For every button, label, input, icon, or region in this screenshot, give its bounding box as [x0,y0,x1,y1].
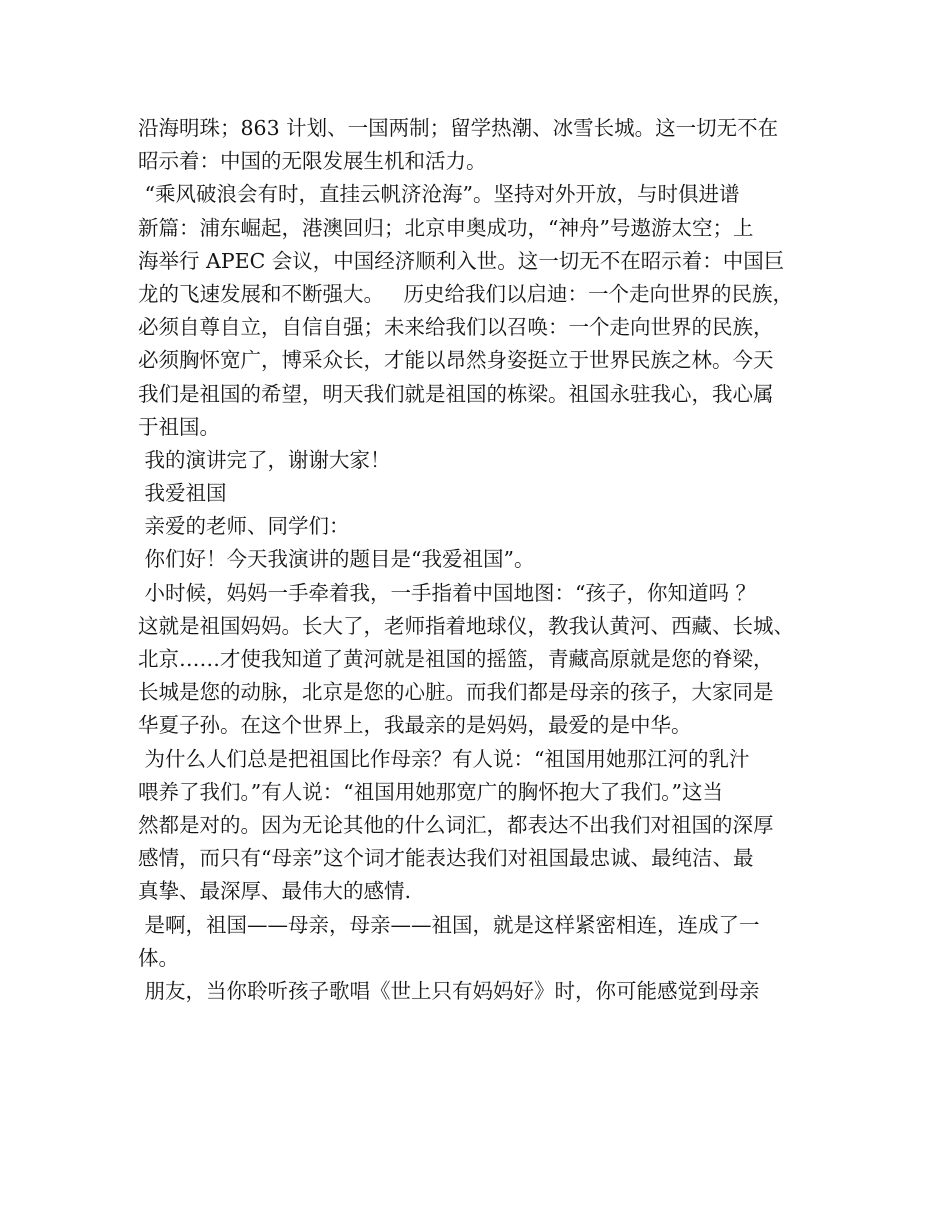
text-line: 这就是祖国妈妈。长大了，老师指着地球仪，教我认黄河、西藏、长城、 [138,613,794,638]
text-line: 为什么人们总是把祖国比作母亲？有人说：“祖国用她那江河的乳汁 [138,746,750,771]
text-line: 必须自尊自立，自信自强；未来给我们以召唤：一个走向世界的民族， [138,315,774,340]
text-line: 长城是您的动脉，北京是您的心脏。而我们都是母亲的孩子，大家同是 [138,680,774,705]
text-line: 龙的飞速发展和不断强大。 历史给我们以启迪：一个走向世界的民族， [138,281,794,306]
text-line: 我们是祖国的希望，明天我们就是祖国的栋梁。祖国永驻我心，我心属 [138,381,774,406]
text-line: 朋友，当你聆听孩子歌唱《世上只有妈妈好》时，你可能感觉到母亲 [138,978,760,1003]
text-line: 你们好！今天我演讲的题目是“我爱祖国”。 [138,547,535,572]
text-line: 真挚、最深厚、最伟大的感情. [138,879,412,904]
text-line: 新篇：浦东崛起，港澳回归；北京申奥成功，“神舟”号遨游太空；上 [138,215,754,240]
text-line: 喂养了我们。”有人说：“祖国用她那宽广的胸怀抱大了我们。”这当 [138,779,723,804]
text-line: 是啊，祖国——母亲，母亲——祖国，就是这样紧密相连，连成了一 [138,912,760,937]
text-line: 沿海明珠；863 计划、一国两制；留学热潮、冰雪长城。这一切无不在 [138,116,779,140]
text-line: 必须胸怀宽广，博采众长，才能以昂然身姿挺立于世界民族之林。今天 [138,348,774,373]
text-line: 感情，而只有“母亲”这个词才能表达我们对祖国最忠诚、最纯洁、最 [138,846,754,871]
document-page [138,112,824,1008]
section-title: 我爱祖国 [138,481,227,506]
text-line: 我的演讲完了，谢谢大家！ [138,447,391,472]
text-line: “乘风破浪会有时，直挂云帆济沧海”。坚持对外开放，与时俱进谱 [138,182,740,207]
text-line: 海举行 APEC 会议，中国经济顺利入世。这一切无不在昭示着：中国巨 [138,248,785,273]
text-line: 体。 [138,945,179,970]
text-line: 然都是对的。因为无论其他的什么词汇，都表达不出我们对祖国的深厚 [138,812,774,837]
text-line: 亲爱的老师、同学们： [138,514,350,539]
text-line: 于祖国。 [138,414,220,439]
text-line: 华夏子孙。在这个世界上，我最亲的是妈妈，最爱的是中华。 [138,713,692,738]
text-line: 昭示着：中国的无限发展生机和活力。 [138,149,487,174]
text-line: 小时候，妈妈一手牵着我，一手指着中国地图：“孩子，你知道吗 ？ [138,580,757,605]
text-line: 北京……才使我知道了黄河就是祖国的摇篮，青藏高原就是您的脊梁， [138,647,774,671]
